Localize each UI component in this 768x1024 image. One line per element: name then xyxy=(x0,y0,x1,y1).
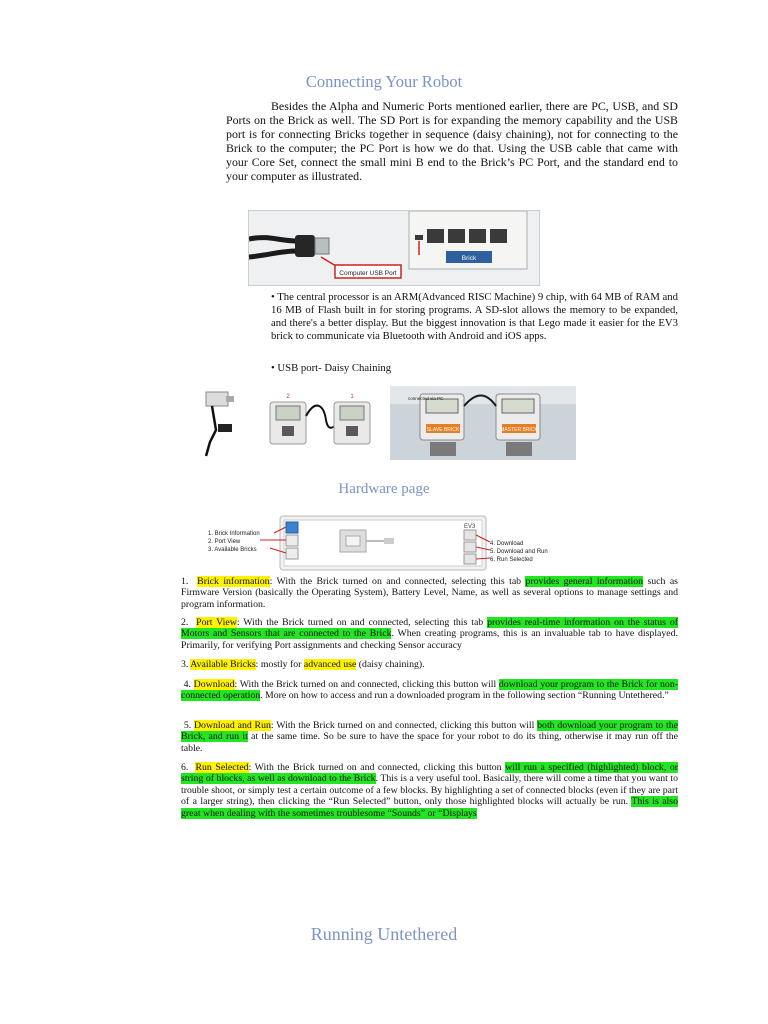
ev3-label: EV3 xyxy=(464,524,476,530)
hw-label-6: 6. Run Selected xyxy=(490,557,533,563)
brick-number-2: 2 xyxy=(286,394,290,400)
master-brick-label: MASTER BRICK xyxy=(500,427,538,433)
hw-label-5: 5. Download and Run xyxy=(490,549,548,555)
list-item-download: 4. Download: With the Brick turned on and connected, clicking this button will download your program to the Brick for non-connected operation. More on how to access and run a downloaded program in the following section “Running Untethered.” xyxy=(181,679,678,702)
list-item-run-selected: 6. Run Selected: With the Brick turned on and connected, clicking this button will run a specified (highlighted) block, or string of blocks, as well as download to the Brick. This is a very useful tool. Basically, there will come a time that you want to trouble shoot, or simply test a certain outcome of a few blocks. By highlighting a set of connected blocks (even if they are part of a larger string), then clicking the “Run Selected” button, only those highlighted blocks will actually be run. This is also great when dealing with the sometimes troublesome “Sounds” or “Displays xyxy=(181,762,678,819)
hw-label-2: 2. Port View xyxy=(208,539,241,545)
brick-label: Brick xyxy=(461,255,477,262)
list-item-download-and-run: 5. Download and Run: With the Brick turned on and connected, clicking this button will both download your program to the Brick, and run it at the same time. So be sure to have the space for your robot to do its thing, otherwise it may run off the table. xyxy=(181,720,678,754)
list-item-port-view: 2. Port View: With the Brick turned on and connected, selecting this tab provides real-time information on the status of Motors and Sensors that are connected to the Brick. When creating programs, this is an invaluable tab to have displayed. Primarily, for verifying Port assignments and checking Sensor accuracy xyxy=(181,617,678,651)
computer-usb-port-label: Computer USB Port xyxy=(339,270,397,277)
daisy-chain-diagram xyxy=(196,386,382,462)
master-slave-illustration xyxy=(390,386,576,460)
section-title-hardware: Hardware page xyxy=(338,481,430,497)
daisy-chain-illustration xyxy=(196,386,382,462)
daisy-chain-photo xyxy=(390,386,576,460)
section-title-running-untethered: Running Untethered xyxy=(310,924,458,944)
usb-connection-photo xyxy=(248,210,540,286)
usb-connection-illustration xyxy=(249,211,539,285)
hw-label-3: 3. Available Bricks xyxy=(208,547,257,553)
hw-label-4: 4. Download xyxy=(490,541,524,547)
slave-brick-label: SLAVE BRICK xyxy=(426,427,460,433)
list-item-available-bricks: 3. Available Bricks: mostly for advanced use (daisy chaining). xyxy=(181,659,425,670)
section-title-connecting: Connecting Your Robot xyxy=(305,72,463,91)
list-item-brick-information: 1. Brick information: With the Brick turned on and connected, selecting this tab provides general information such as Firmware Version (basically the Operating System), Battery Level, Name, as well as several options to manage settings and program information. xyxy=(181,576,678,610)
brick-number-1: 1 xyxy=(350,394,354,400)
cpu-bullet: • The central processor is an ARM(Advanced RISC Machine) 9 chip, with 64 MB of RAM and 16 MB of Flash built in for storing programs. A SD-slot allows the memory to be expanded, and there's a better display. But the biggest innovation is that Lego made it easier for the EV3 brick to communicate via Bluetooth with Android and iOS apps. xyxy=(271,291,678,342)
hardware-page-diagram xyxy=(200,508,566,574)
intro-paragraph: Besides the Alpha and Numeric Ports mentioned earlier, there are PC, USB, and SD Ports on the Brick as well. The SD Port is for expanding the memory capability and the USB port is for connecting Bricks together in sequence (daisy chaining), not for connecting to the Brick to the computer; the PC Port is how we do that. Using the USB cable that came with your Core Set, connect the small mini B end to the Brick’s PC Port, and the standard end to your computer as illustrated. xyxy=(226,99,678,183)
hardware-page-illustration xyxy=(200,508,566,574)
usb-daisy-bullet: • USB port- Daisy Chaining xyxy=(271,362,392,374)
connected-via-pc-label: connected via PC xyxy=(408,396,444,401)
hw-label-1: 1. Brick Information xyxy=(208,531,260,537)
